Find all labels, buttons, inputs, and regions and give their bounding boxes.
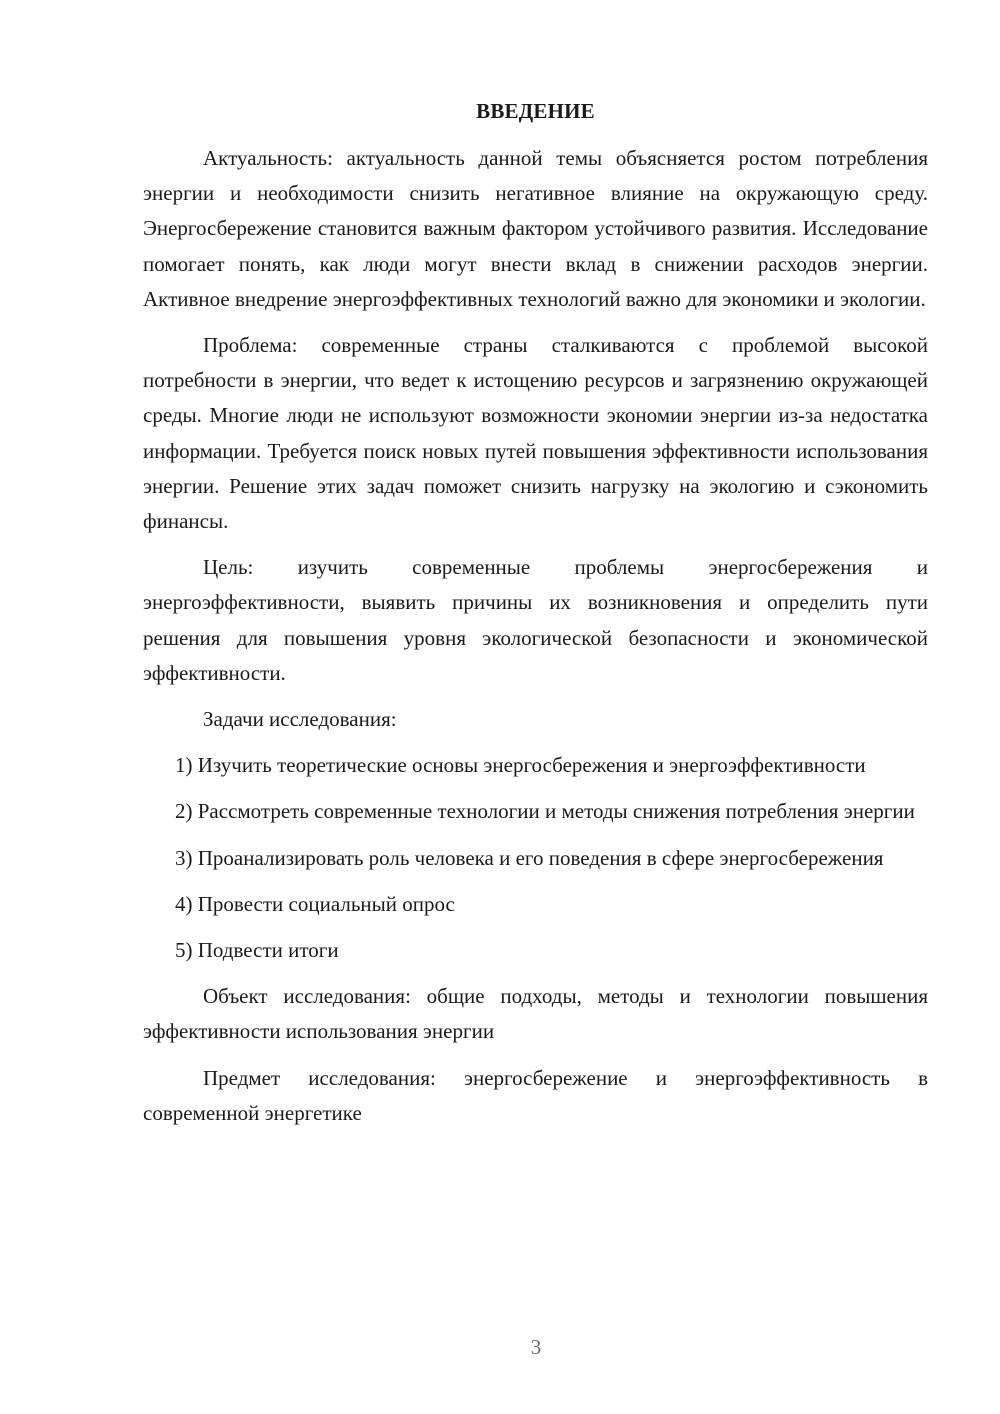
object-paragraph: Объект исследования: общие подходы, методы и технологии повышения эффективности использования энергии bbox=[143, 984, 928, 1044]
task-item: 3) Проанализировать роль человека и его поведения в сфере энергосбережения bbox=[175, 845, 884, 870]
task-item: 5) Подвести итоги bbox=[175, 938, 339, 963]
task-item: 4) Провести социальный опрос bbox=[175, 891, 455, 916]
task-item: 1) Изучить теоретические основы энергосбережения и энергоэффективности bbox=[175, 753, 866, 778]
section-title: ВВЕДЕНИЕ bbox=[476, 99, 595, 123]
problem-paragraph: Проблема: современные страны сталкиваются с проблемой высокой потребности в энергии, что ведет к истощению ресурсов и загрязнению окружающей среды. Многие люди не используют возможности экономии энергии из-за недостатка информации. Требуется поиск новых путей повышения эффективности использования энергии. Решение этих задач поможет снизить нагрузку на экологию и сэкономить финансы. bbox=[143, 333, 928, 534]
page-number: 3 bbox=[530, 1335, 542, 1359]
subject-paragraph: Предмет исследования: энергосбережение и энергоэффективность в современной энергетике bbox=[143, 1065, 928, 1125]
relevance-paragraph: Актуальность: актуальность данной темы объясняется ростом потребления энергии и необходимости снизить негативное влияние на окружающую среду. Энергосбережение становится важным фактором устойчивого развития. Исследование помогает понять, как люди могут внести вклад в снижении расходов энергии. Активное внедрение энергоэффективных технологий важно для экономики и экологии. bbox=[143, 146, 928, 311]
document-page bbox=[143, 94, 928, 1131]
tasks-heading: Задачи исследования: bbox=[203, 707, 397, 732]
goal-paragraph: Цель: изучить современные проблемы энергосбережения и энергоэффективности, выявить причины их возникновения и определить пути решения для повышения уровня экологической безопасности и экономической эффективности. bbox=[143, 555, 928, 685]
task-item: 2) Рассмотреть современные технологии и методы снижения потребления энергии bbox=[175, 799, 915, 824]
